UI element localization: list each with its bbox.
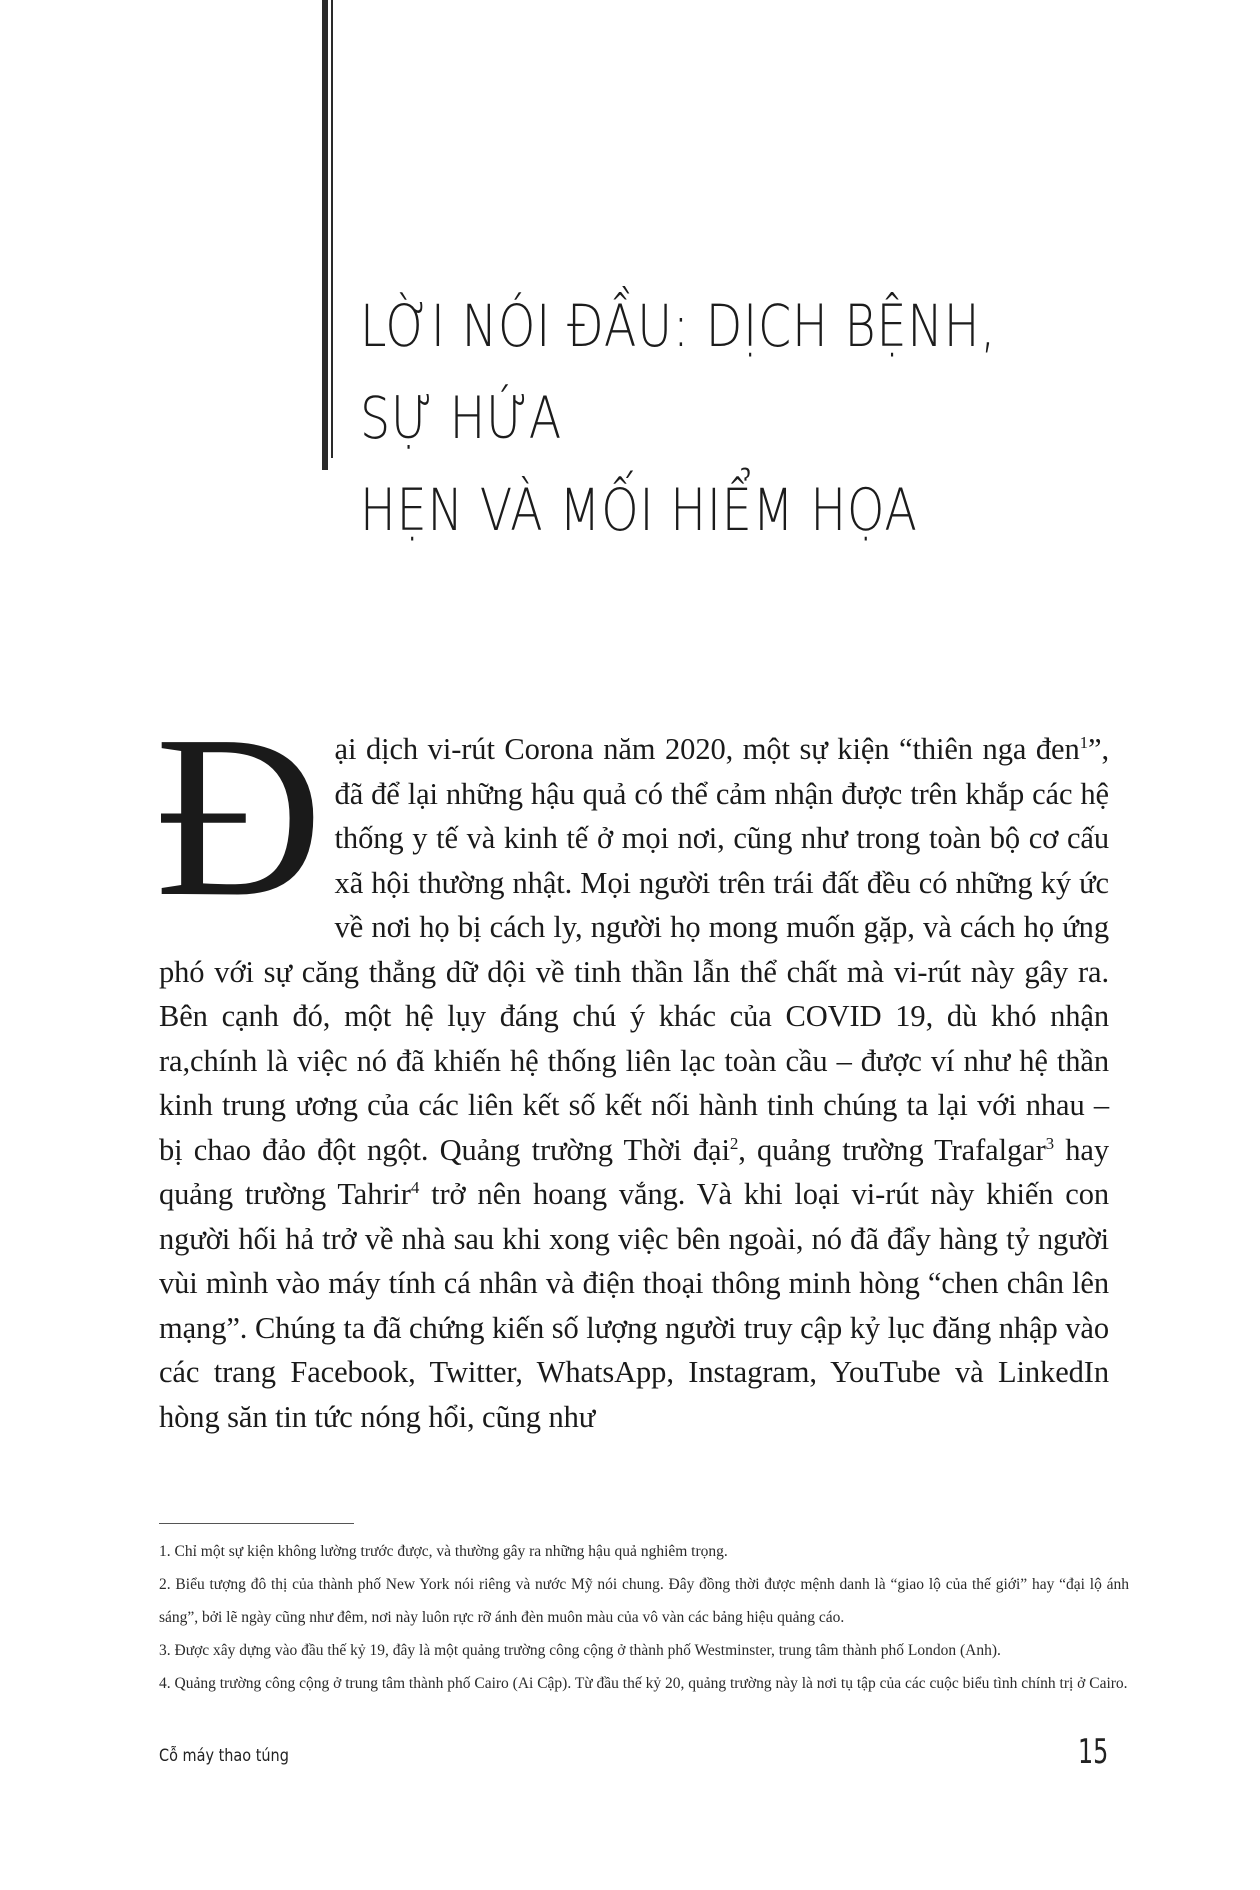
footnote-divider (159, 1523, 354, 1524)
footnotes (159, 1535, 1129, 1700)
chapter-title (360, 280, 1032, 556)
page-number: 15 (1077, 1732, 1108, 1772)
body-seg2: ”, đã để lại những hậu quả có thể cảm nhận được trên khắp các hệ thống y tế và kinh tế ở mọi nơi, cũng như trong toàn bộ cơ cấu xã hội thường nhật. Mọi người trên trái đất đều có những ký ức về nơi họ bị cách ly, người họ mong muốn gặp, và cách họ ứng phó với sự căng thẳng dữ dội về tinh thần lẫn thể chất mà vi-rút này gây ra. Bên cạnh đó, một hệ lụy đáng chú ý khác của COVID 19, dù khó nhận ra,chính là việc nó đã khiến hệ thống liên lạc toàn cầu – được ví như hệ thần kinh trung ương của các liên kết số kết nối hành tinh chúng ta lại với nhau – bị chao đảo đột ngột. Quảng trường Thời đại (159, 732, 1109, 1167)
body-seg1: ại dịch vi-rút Corona năm 2020, một sự kiện “thiên nga đen (334, 732, 1080, 766)
footnote-4: 4. Quảng trường công cộng ở trung tâm thành phố Cairo (Ai Cập). Từ đầu thế kỷ 20, quảng trường này là nơi tụ tập của các cuộc biểu tình chính trị ở Cairo. (159, 1675, 1128, 1692)
footnote-ref-1[interactable]: 1 (1079, 732, 1089, 752)
footnote-ref-2[interactable]: 2 (729, 1133, 739, 1153)
body-seg4: hay quảng trường Tahrir (159, 1132, 1110, 1211)
footnote-3: 3. Được xây dựng vào đầu thế kỷ 19, đây là một quảng trường công cộng ở thành phố Westminster, trung tâm thành phố London (Anh). (159, 1642, 1001, 1659)
footnote-1: 1. Chỉ một sự kiện không lường trước được, và thường gây ra những hậu quả nghiêm trọng. (159, 1543, 728, 1560)
body-seg5: trở nên hoang vắng. Và khi loại vi-rút này khiến con người hối hả trở về nhà sau khi xong việc bên ngoài, nó đã đẩy hàng tỷ người vùi mình vào máy tính cá nhân và điện thoại thông minh hòng “chen chân lên mạng”. Chúng ta đã chứng kiến số lượng người truy cập kỷ lục đăng nhập vào các trang Facebook, Twitter, WhatsApp, Instagram, YouTube và LinkedIn hòng săn tin tức nóng hổi, cũng như (159, 1177, 1110, 1434)
footnote-ref-3[interactable]: 3 (1045, 1133, 1055, 1153)
drop-cap: Đ (155, 688, 323, 945)
chapter-title-line2: HẸN VÀ MỐI HIỂM HỌA (360, 476, 918, 544)
chapter-rule-thick (322, 0, 328, 470)
chapter-title-line1: LỜI NÓI ĐẦU: DỊCH BỆNH, SỰ HỨA (360, 292, 997, 452)
body-text (155, 688, 1110, 1439)
chapter-rule-thin (331, 0, 333, 458)
footnote-2: 2. Biểu tượng đô thị của thành phố New York nói riêng và nước Mỹ nói chung. Đây đồng thời được mệnh danh là “giao lộ của thế giới” hay “đại lộ ánh sáng”, bởi lẽ ngày cũng như đêm, nơi này luôn rực rỡ ánh đèn muôn màu của vô vàn các bảng hiệu quảng cáo. (159, 1576, 1129, 1626)
footnote-ref-4[interactable]: 4 (410, 1177, 420, 1197)
body-seg3: , quảng trường Trafalgar (738, 1132, 1046, 1167)
running-title: Cỗ máy thao túng (159, 1746, 289, 1766)
